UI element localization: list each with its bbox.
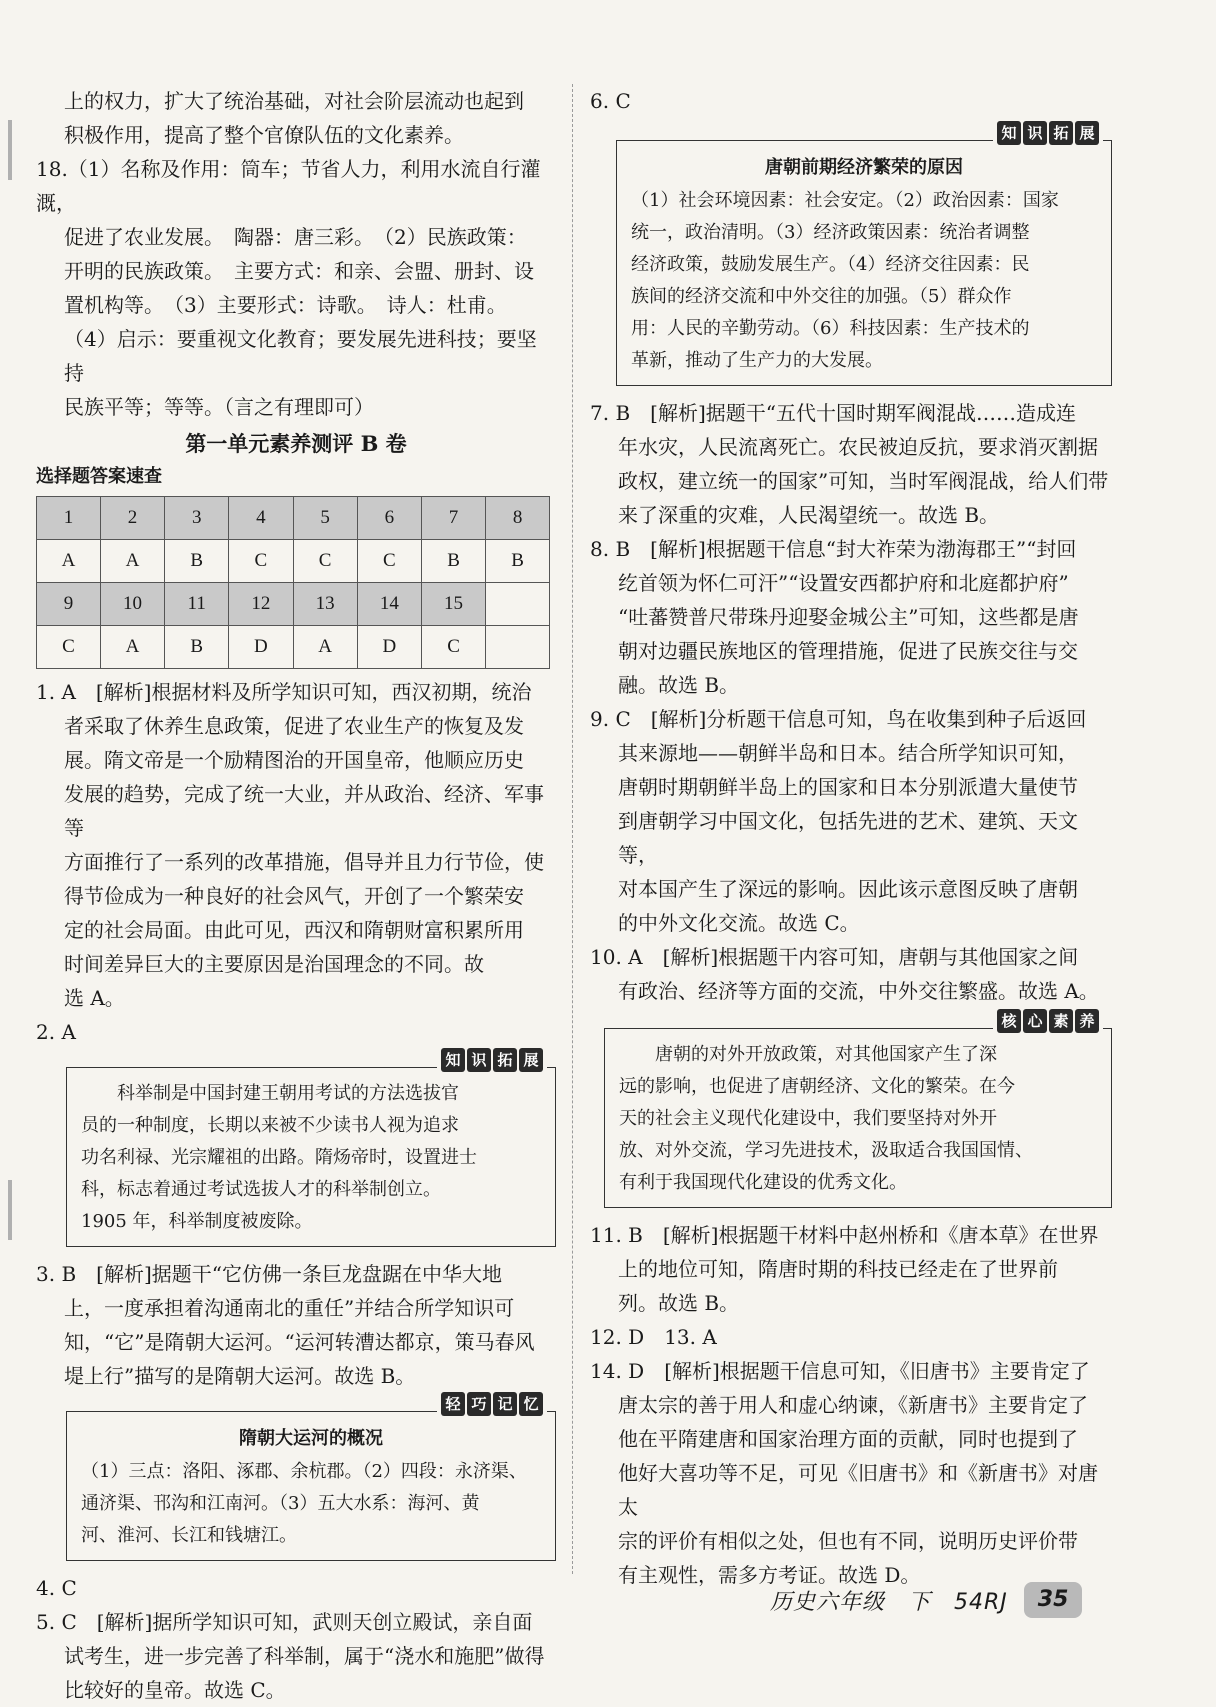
box-badge (437, 1392, 547, 1416)
question-number: 8 (486, 497, 550, 540)
page-number: 35 (1024, 1582, 1083, 1618)
column-divider (572, 84, 573, 1574)
box-badge (993, 121, 1103, 145)
text-line: 5. C [解析]据所学知识可知，武则天创立殿试，亲自面 (36, 1610, 533, 1634)
text-line: 年水灾，人民流离死亡。农民被迫反抗，要求消灭割据 (618, 435, 1098, 459)
page-footer (770, 1580, 1082, 1620)
text-line: 者采取了休养生息政策，促进了农业生产的恢复及发 (64, 714, 524, 738)
q5-answer (36, 1605, 556, 1707)
text-line: 有利于我国现代化建设的优秀文化。 (619, 1172, 907, 1193)
text-line: 宗的评价有相似之处，但也有不同，说明历史评价带 (618, 1529, 1078, 1553)
answer-cell: B (486, 540, 550, 583)
answer-cell: C (293, 540, 357, 583)
box-title: 唐朝前期经济繁荣的原因 (765, 157, 963, 178)
text-line: 统一，政治清明。（3）经济政策因素：统治者调整 (631, 222, 1030, 243)
margin-mark (8, 120, 12, 180)
question-number: 2 (100, 497, 164, 540)
text-line: （1）三点：洛阳、涿郡、余杭郡。（2）四段：永济渠、 (81, 1461, 527, 1482)
book-info: 历史六年级 下 54RJ (770, 1589, 1008, 1615)
answer-cell: B (421, 540, 485, 583)
q2-answer: 2. A (36, 1020, 76, 1044)
q14-answer (590, 1354, 1112, 1592)
text-line: 3. B [解析]据题干“它仿佛一条巨龙盘踞在中华大地 (36, 1262, 502, 1286)
q18-answer (36, 152, 556, 424)
badge-char: 展 (519, 1048, 543, 1072)
badge-char: 素 (1049, 1009, 1073, 1033)
text-line: 河、淮河、长江和钱塘江。 (81, 1525, 297, 1546)
box-badge (437, 1048, 547, 1072)
text-line: 有主观性，需多方考证。故选 D。 (618, 1563, 921, 1587)
question-number: 4 (229, 497, 293, 540)
text-line: 融。故选 B。 (618, 673, 740, 697)
answer-cell: A (37, 540, 101, 583)
answer-cell: C (37, 626, 101, 669)
text-line: 功名利禄、光宗耀祖的出路。隋炀帝时，设置进士 (81, 1147, 477, 1168)
text-line: 上的地位可知，隋唐时期的科技已经走在了世界前 (618, 1257, 1058, 1281)
text-line: 到唐朝学习中国文化，包括先进的艺术、建筑、天文等， (618, 809, 1078, 867)
text-line: 7. B [解析]据题干“五代十国时期军阀混战……造成连 (590, 401, 1076, 425)
text-line: 得节俭成为一种良好的社会风气，开创了一个繁荣安 (64, 884, 524, 908)
badge-char: 知 (441, 1048, 465, 1072)
text-line: 选 A。 (64, 986, 125, 1010)
text-line: 朝对边疆民族地区的管理措施，促进了民族交往与交 (618, 639, 1078, 663)
text-line: 政权，建立统一的国家”可知，当时军阀混战，给人们带 (618, 469, 1109, 493)
q7-answer (590, 396, 1112, 532)
text-line: 列。故选 B。 (618, 1291, 740, 1315)
question-number: 10 (100, 583, 164, 626)
text-line: 1. A [解析]根据材料及所学知识可知，西汉初期，统治 (36, 680, 532, 704)
badge-char: 识 (467, 1048, 491, 1072)
text-line: 远的影响，也促进了唐朝经济、文化的繁荣。在今 (619, 1076, 1015, 1097)
answer-cell: B (165, 540, 229, 583)
q3-answer (36, 1257, 556, 1393)
text-line: 用：人民的辛勤劳动。（6）科技因素：生产技术的 (631, 318, 1030, 339)
text-line: 族间的经济交流和中外交往的加强。（5）群众作 (631, 286, 1012, 307)
text-line: （4）启示：要重视文化教育；要发展先进科技；要坚持 (64, 327, 537, 385)
question-number: 7 (421, 497, 485, 540)
text-line: 来了深重的灾难，人民渴望统一。故选 B。 (618, 503, 1000, 527)
badge-char: 核 (997, 1009, 1021, 1033)
text-line: 唐朝的对外开放政策，对其他国家产生了深 (655, 1044, 997, 1065)
table-row (37, 540, 550, 583)
core-literacy-box (604, 1012, 1112, 1208)
text-line: 唐朝时期朝鲜半岛上的国家和日本分别派遣大量使节 (618, 775, 1078, 799)
text-line: 1905 年，科举制度被废除。 (81, 1211, 313, 1232)
answer-cell: A (100, 540, 164, 583)
question-number: 11 (165, 583, 229, 626)
text-line: 唐太宗的善于用人和虚心纳谏，《新唐书》主要肯定了 (618, 1393, 1088, 1417)
badge-char: 轻 (441, 1392, 465, 1416)
text-line: 10. A [解析]根据题干内容可知，唐朝与其他国家之间 (590, 945, 1079, 969)
table-row (37, 497, 550, 540)
text-line: 的中外文化交流。故选 C。 (618, 911, 860, 935)
text-line: 他在平隋建唐和国家治理方面的贡献，同时也提到了 (618, 1427, 1078, 1451)
q8-answer (590, 532, 1112, 702)
text-line: 有政治、经济等方面的交流，中外交往繁盛。故选 A。 (618, 979, 1099, 1003)
box-badge (993, 1009, 1103, 1033)
box-title: 隋朝大运河的概况 (239, 1428, 383, 1449)
text-line: 经济政策，鼓励发展生产。（4）经济交往因素：民 (631, 254, 1030, 275)
empty-cell (486, 583, 550, 626)
knowledge-box (66, 1051, 556, 1247)
left-column (36, 84, 556, 1707)
answer-cell: B (165, 626, 229, 669)
question-number: 13 (293, 583, 357, 626)
text-line: 展。隋文帝是一个励精图治的开国皇帝，他顺应历史 (64, 748, 524, 772)
answer-cell: A (100, 626, 164, 669)
answer-table (36, 496, 550, 669)
answer-cell: C (357, 540, 421, 583)
q11-answer (590, 1218, 1112, 1320)
text-line: 知，“它”是隋朝大运河。“运河转漕达都京，策马春风 (64, 1330, 535, 1354)
question-number: 15 (421, 583, 485, 626)
table-row (37, 583, 550, 626)
badge-char: 展 (1075, 121, 1099, 145)
text-line: 比较好的皇帝。故选 C。 (64, 1678, 286, 1702)
q4-answer: 4. C (36, 1576, 77, 1600)
question-number: 9 (37, 583, 101, 626)
answer-cell: A (293, 626, 357, 669)
text-line: 其来源地——朝鲜半岛和日本。结合所学知识可知， (618, 741, 1078, 765)
text-line: 上的权力，扩大了统治基础，对社会阶层流动也起到 (64, 89, 524, 113)
q1-answer (36, 675, 556, 1015)
question-number: 6 (357, 497, 421, 540)
badge-char: 心 (1023, 1009, 1047, 1033)
badge-char: 养 (1075, 1009, 1099, 1033)
section-title: 第一单元素养测评 B 卷 (185, 431, 407, 456)
text-line: 11. B [解析]根据题干材料中赵州桥和《唐本草》在世界 (590, 1223, 1099, 1247)
text-line: “吐蕃赞普尺带珠丹迎娶金城公主”可知，这些都是唐 (618, 605, 1079, 629)
answer-cell: D (229, 626, 293, 669)
text-line: 放、对外交流，学习先进技术，汲取适合我国国情、 (619, 1140, 1033, 1161)
text-line: 定的社会局面。由此可见，西汉和隋朝财富积累所用 (64, 918, 524, 942)
text-line: （1）社会环境因素：社会安定。（2）政治因素：国家 (631, 190, 1059, 211)
text-line: 18.（1）名称及作用：筒车；节省人力，利用水流自行灌溉， (36, 157, 541, 215)
empty-cell (486, 626, 550, 669)
text-line: 试考生，进一步完善了科举制，属于“浇水和施肥”做得 (64, 1644, 545, 1668)
text-line: 员的一种制度，长期以来被不少读书人视为追求 (81, 1115, 459, 1136)
knowledge-box (616, 124, 1112, 386)
memory-box (66, 1395, 556, 1561)
table-row (37, 626, 550, 669)
answer-cell: C (229, 540, 293, 583)
text-line: 8. B [解析]根据题干信息“封大祚荣为渤海郡王”“封回 (590, 537, 1077, 561)
question-number: 3 (165, 497, 229, 540)
text-line: 促进了农业发展。 陶器：唐三彩。 （2）民族政策： (64, 225, 527, 249)
badge-char: 巧 (467, 1392, 491, 1416)
q9-answer (590, 702, 1112, 940)
text-line: 科举制是中国封建王朝用考试的方法选拔官 (117, 1083, 459, 1104)
text-line: 14. D [解析]根据题干信息可知，《旧唐书》主要肯定了 (590, 1359, 1090, 1383)
answer-cell: C (421, 626, 485, 669)
margin-mark (8, 1180, 12, 1240)
text-line: 置机构等。 （3）主要形式：诗歌。 诗人：杜甫。 (64, 293, 507, 317)
badge-char: 拓 (1049, 121, 1073, 145)
text-line: 上，一度承担着沟通南北的重任”并结合所学知识可 (64, 1296, 515, 1320)
answer-cell: D (357, 626, 421, 669)
text-line: 对本国产生了深远的影响。因此该示意图反映了唐朝 (618, 877, 1078, 901)
badge-char: 拓 (493, 1048, 517, 1072)
text-line: 民族平等；等等。（言之有理即可） (64, 395, 374, 419)
text-line: 通济渠、邗沟和江南河。（3）五大水系：海河、黄 (81, 1493, 480, 1514)
text-line: 开明的民族政策。 主要方式：和亲、会盟、册封、设 (64, 259, 534, 283)
text-line: 9. C [解析]分析题干信息可知，鸟在收集到种子后返回 (590, 707, 1087, 731)
text-line: 天的社会主义现代化建设中，我们要坚持对外开 (619, 1108, 997, 1129)
text-line: 他好大喜功等不足，可见《旧唐书》和《新唐书》对唐太 (618, 1461, 1098, 1519)
q10-answer (590, 940, 1112, 1008)
right-column (590, 84, 1112, 1592)
question-number: 1 (37, 497, 101, 540)
badge-char: 知 (997, 121, 1021, 145)
q12-13-answer: 12. D 13. A (590, 1325, 717, 1349)
badge-char: 记 (493, 1392, 517, 1416)
text-line: 堤上行”描写的是隋朝大运河。故选 B。 (64, 1364, 416, 1388)
text-line: 革新，推动了生产力的大发展。 (631, 350, 883, 371)
question-number: 14 (357, 583, 421, 626)
q6-answer: 6. C (590, 89, 631, 113)
text-line: 科，标志着通过考试选拔人才的科举制创立。 (81, 1179, 441, 1200)
question-number: 5 (293, 497, 357, 540)
badge-char: 忆 (519, 1392, 543, 1416)
answers-title: 选择题答案速查 (36, 466, 162, 487)
q17-continuation (36, 84, 556, 152)
text-line: 积极作用，提高了整个官僚队伍的文化素养。 (64, 123, 464, 147)
text-line: 纥首领为怀仁可汗”“设置安西都护府和北庭都护府” (618, 571, 1069, 595)
text-line: 发展的趋势，完成了统一大业，并从政治、经济、军事等 (64, 782, 544, 840)
question-number: 12 (229, 583, 293, 626)
text-line: 方面推行了一系列的改革措施，倡导并且力行节俭，使 (64, 850, 544, 874)
text-line: 时间差异巨大的主要原因是治国理念的不同。故 (64, 952, 484, 976)
badge-char: 识 (1023, 121, 1047, 145)
